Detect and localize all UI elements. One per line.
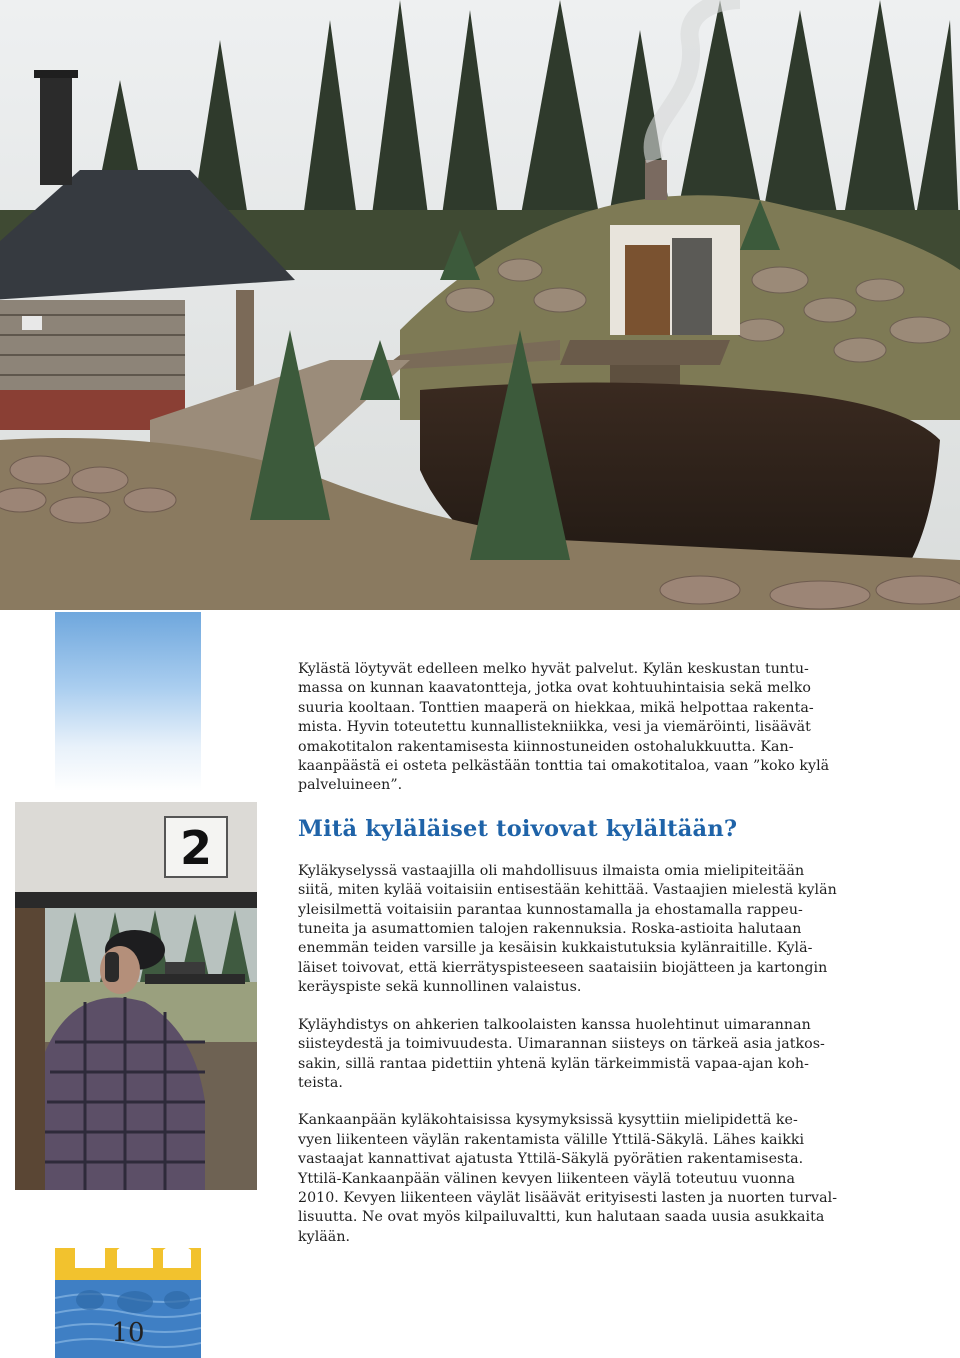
article-body	[298, 660, 873, 1247]
paragraph-services: Kylästä löytyvät edelleen melko hyvät palvelut. Kylän keskustan tuntu- massa on kunnan kaavatontteja, jotka ovat kohtuuhintaisia sekä melko suuria kooltaan. Tonttien maaperä on hiekkaa, mikä helpottaa rakenta- mista. Hyvin toteutettu kunnallistekniikka, vesi ja viemäröinti, lisäävät omakotitalon rakentamisesta kiinnostuneiden ostohalukkuutta. Kan- kaanpäästä ei osteta pelkästään tonttia tai omakotitaloa, vaan ”koko kylä palveluineen”.	[298, 661, 830, 794]
range-lane-sign: 2	[179, 821, 213, 875]
page-number: 10	[111, 1318, 145, 1348]
sauna-photo-illustration	[0, 0, 960, 610]
paragraph-cycle-path: Kankaanpään kyläkohtaisissa kysymyksissä kysyttiin mielipidettä ke- vyen liikenteen väylän rakentamista välille Yttilä-Säkylä. Lähes kaikki vastaajat kannattivat ajatusta Yttilä-Säkylä pyörätien rakentamisesta. Yttilä-Kankaanpään välinen kevyen liikenteen väylä toteutuu vuonna 2010. Kevyen liikenteen väylät lisäävät erityisesti lasten ja nuorten turval- lisuutta. Ne ovat myös kilpailuvaltti, kun halutaan saada uusia asukkaita kylään.	[298, 1112, 838, 1245]
shooting-range-illustration	[15, 802, 257, 1190]
paragraph-beach: Kyläyhdistys on ahkerien talkoolaisten kanssa huolehtinut uimarannan siisteydestä ja toimivuudesta. Uimarannan siisteys on tärkeä asia jatkos- sakin, sillä rantaa pidettiin yhtenä kylän tärkeimmistä vapaa-ajan koh- teista.	[298, 1016, 825, 1091]
sauna-photo	[0, 0, 960, 610]
paragraph-survey: Kyläkyselyssä vastaajilla oli mahdollisuus ilmaista omia mielipiteitään siitä, miten kylää voitaisiin entisestään kehittää. Vastaajien mielestä kylän yleisilmettä voitaisiin parantaa kunnostamalla ja ehostamalla rappeu- tuneita ja asumattomien talojen rakennuksia. Roska-astioita halutaan enemmän teiden varsille ja kesäisin kukkaistutuksia kylänraitille. Kylä- läiset toivovat, että kierrätyspisteeseen saataisiin biojätteen ja kartongin keräyspiste sekä kunnollinen valaistus.	[298, 862, 837, 996]
shooting-range-photo	[15, 802, 257, 1190]
section-heading: Mitä kyläläiset toivovat kylältään?	[298, 815, 738, 842]
